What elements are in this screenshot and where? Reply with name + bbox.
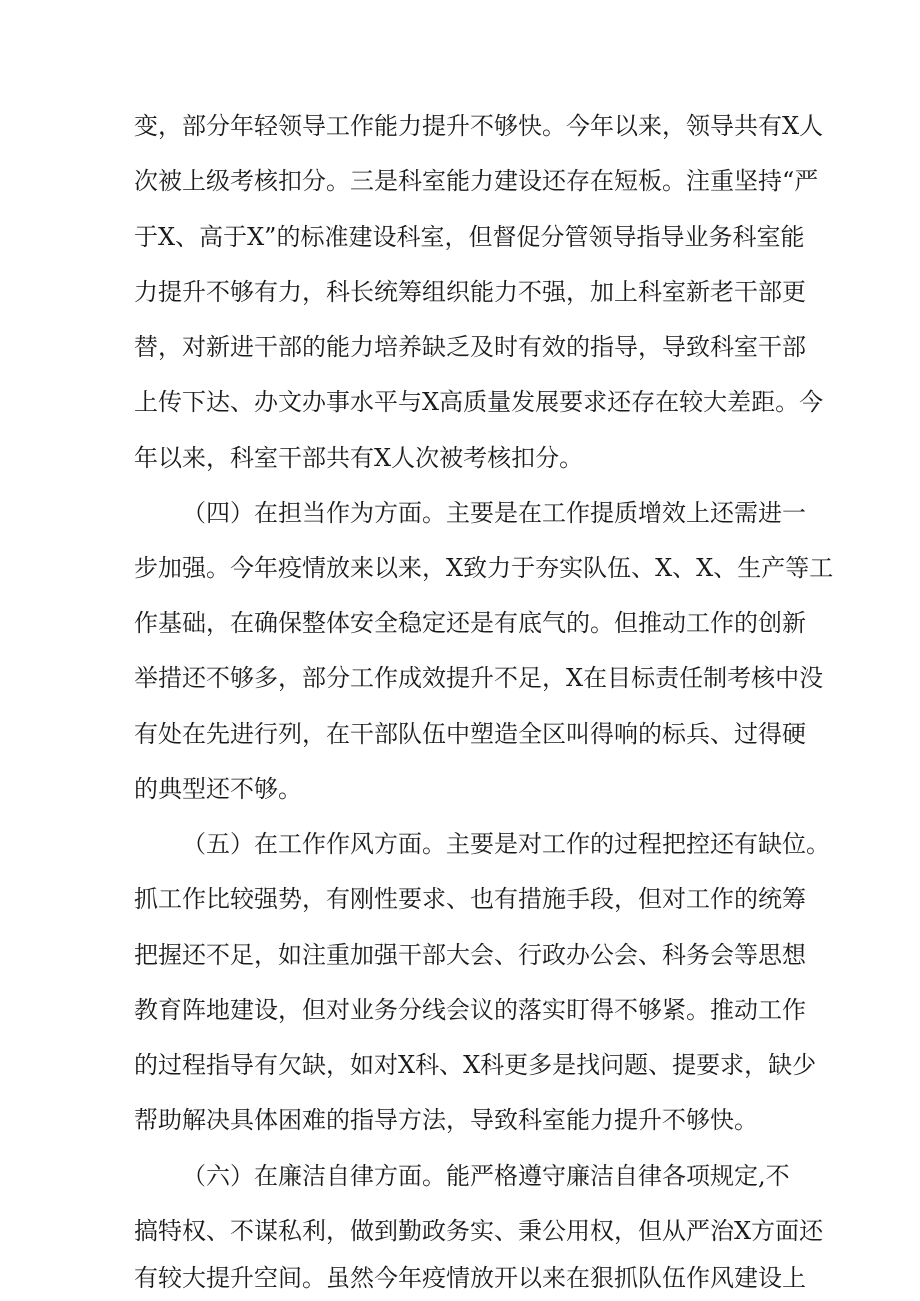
text-line: 教育阵地建设，但对业务分线会议的落实盯得不够紧。推动工作 (134, 996, 806, 1024)
text-line: 作基础，在确保整体安全稳定还是有底气的。但推动工作的创新 (134, 609, 806, 637)
text-line: 步加强。今年疫情放来以来，X致力于夯实队伍、X、X、生产等工 (134, 554, 834, 582)
paragraph-heading-line: （六）在廉洁自律方面。能严格遵守廉洁自律各项规定,不 (182, 1162, 790, 1190)
paragraph-heading-line: （五）在工作作风方面。主要是对工作的过程把控还有缺位。 (182, 830, 830, 858)
text-line: 年以来，科室干部共有X人次被考核扣分。 (134, 444, 584, 472)
text-line: 有处在先进行列，在干部队伍中塑造全区叫得响的标兵、过得硬 (134, 720, 806, 748)
text-line: 有较大提升空间。虽然今年疫情放开以来在狠抓队伍作风建设上 (134, 1264, 806, 1292)
text-line: 替，对新进干部的能力培养缺乏及时有效的指导，导致科室干部 (134, 333, 806, 361)
paragraph-heading-line: （四）在担当作为方面。主要是在工作提质增效上还需进一 (182, 499, 806, 527)
text-line: 帮助解决具体困难的指导方法，导致科室能力提升不够快。 (134, 1106, 758, 1134)
text-line: 上传下达、办文办事水平与X高质量发展要求还存在较大差距。今 (134, 388, 824, 416)
text-line: 抓工作比较强势，有刚性要求、也有措施手段，但对工作的统筹 (134, 885, 806, 913)
text-line: 的典型还不够。 (134, 775, 302, 803)
text-line: 于X、高于X”的标准建设科室，但督促分管领导指导业务科室能 (134, 223, 805, 251)
text-line: 力提升不够有力，科长统筹组织能力不强，加上科室新老干部更 (134, 278, 806, 306)
text-line: 把握还不足，如注重加强干部大会、行政办公会、科务会等思想 (134, 941, 806, 969)
text-line: 的过程指导有欠缺，如对X科、X科更多是找问题、提要求，缺少 (134, 1051, 817, 1079)
text-line: 变，部分年轻领导工作能力提升不够快。今年以来，领导共有X人 (134, 112, 824, 140)
text-line: 举措还不够多，部分工作成效提升不足，X在目标责任制考核中没 (134, 664, 824, 692)
text-line: 次被上级考核扣分。三是科室能力建设还存在短板。注重坚持“严 (134, 167, 819, 195)
text-line: 搞特权、不谋私利，做到勤政务实、秉公用权，但从严治X方面还 (134, 1217, 824, 1245)
